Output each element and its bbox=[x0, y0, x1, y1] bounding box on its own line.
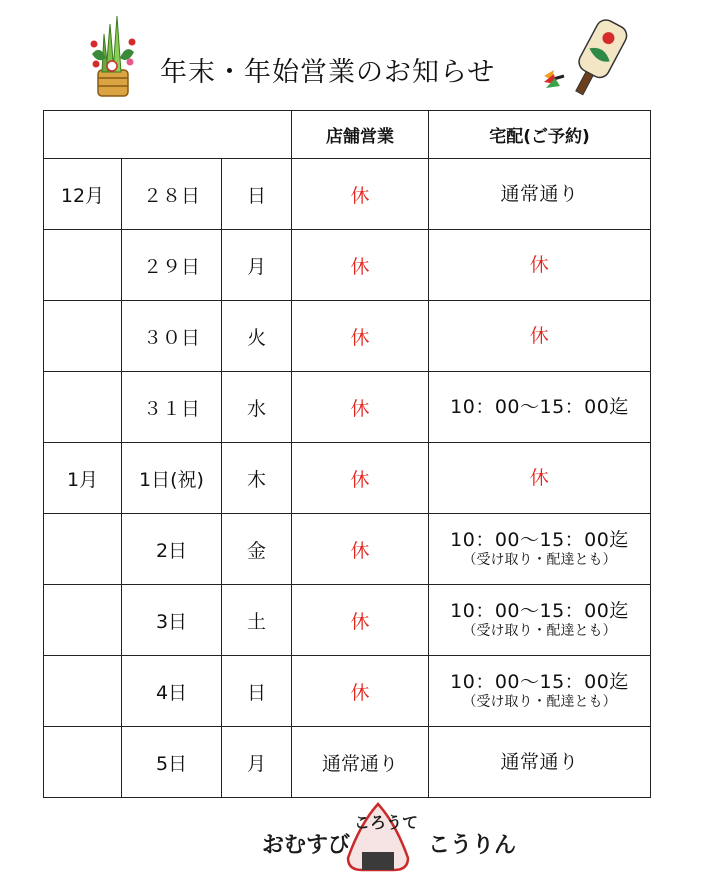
day-cell: 4日 bbox=[122, 656, 222, 727]
day-cell: 3日 bbox=[122, 585, 222, 656]
delivery-status-text: 10：00〜15：00迄 bbox=[450, 396, 629, 418]
store-status-cell: 休 bbox=[292, 230, 429, 301]
delivery-status-cell bbox=[429, 372, 651, 443]
month-cell bbox=[44, 372, 122, 443]
kadomatsu-icon bbox=[86, 14, 140, 100]
month-cell bbox=[44, 727, 122, 798]
logo-text-center: ころうて bbox=[354, 813, 419, 832]
month-cell bbox=[44, 656, 122, 727]
delivery-status-text: 10：00〜15：00迄 bbox=[450, 600, 629, 622]
store-status-cell: 休 bbox=[292, 656, 429, 727]
delivery-status-cell bbox=[429, 301, 651, 372]
delivery-status-cell bbox=[429, 159, 651, 230]
store-status-cell: 休 bbox=[292, 443, 429, 514]
weekday-cell: 土 bbox=[222, 585, 292, 656]
delivery-status-cell bbox=[429, 443, 651, 514]
shop-logo bbox=[262, 800, 517, 874]
header-date-cell bbox=[44, 111, 292, 159]
header-delivery: 宅配(ご予約) bbox=[429, 111, 651, 159]
store-status-cell: 通常通り bbox=[292, 727, 429, 798]
schedule-body bbox=[44, 159, 651, 798]
table-row bbox=[44, 727, 651, 798]
month-cell: 1月 bbox=[44, 443, 122, 514]
month-cell bbox=[44, 301, 122, 372]
month-cell: 12月 bbox=[44, 159, 122, 230]
weekday-cell: 水 bbox=[222, 372, 292, 443]
day-cell: 5日 bbox=[122, 727, 222, 798]
weekday-cell: 木 bbox=[222, 443, 292, 514]
schedule-table bbox=[43, 110, 651, 798]
delivery-status-text: 休 bbox=[529, 325, 550, 347]
delivery-status-text: 休 bbox=[529, 254, 550, 276]
store-status-cell: 休 bbox=[292, 585, 429, 656]
weekday-cell: 日 bbox=[222, 159, 292, 230]
store-status-cell: 休 bbox=[292, 372, 429, 443]
hagoita-icon bbox=[540, 14, 632, 104]
month-cell bbox=[44, 230, 122, 301]
day-cell: ３１日 bbox=[122, 372, 222, 443]
table-row bbox=[44, 656, 651, 727]
logo-text-left: おむすび bbox=[262, 832, 351, 858]
day-cell: ３０日 bbox=[122, 301, 222, 372]
delivery-status-cell bbox=[429, 230, 651, 301]
table-row bbox=[44, 159, 651, 230]
day-cell: 2日 bbox=[122, 514, 222, 585]
delivery-note: （受け取り・配達とも） bbox=[462, 623, 617, 639]
table-row bbox=[44, 585, 651, 656]
weekday-cell: 金 bbox=[222, 514, 292, 585]
page-header bbox=[0, 10, 706, 102]
delivery-note: （受け取り・配達とも） bbox=[462, 552, 617, 568]
delivery-status-text: 通常通り bbox=[500, 183, 579, 205]
weekday-cell: 日 bbox=[222, 656, 292, 727]
month-cell bbox=[44, 585, 122, 656]
table-row bbox=[44, 372, 651, 443]
store-status-cell: 休 bbox=[292, 301, 429, 372]
store-status-cell: 休 bbox=[292, 159, 429, 230]
day-cell: ２８日 bbox=[122, 159, 222, 230]
delivery-status-cell bbox=[429, 727, 651, 798]
delivery-status-text: 10：00〜15：00迄 bbox=[450, 529, 629, 551]
store-status-cell: 休 bbox=[292, 514, 429, 585]
weekday-cell: 火 bbox=[222, 301, 292, 372]
delivery-status-cell bbox=[429, 585, 651, 656]
table-row bbox=[44, 301, 651, 372]
delivery-status-text: 通常通り bbox=[500, 751, 579, 773]
table-row bbox=[44, 230, 651, 301]
delivery-status-cell bbox=[429, 656, 651, 727]
table-row bbox=[44, 443, 651, 514]
weekday-cell: 月 bbox=[222, 727, 292, 798]
table-row bbox=[44, 514, 651, 585]
month-cell bbox=[44, 514, 122, 585]
delivery-status-text: 10：00〜15：00迄 bbox=[450, 671, 629, 693]
table-header-row bbox=[44, 111, 651, 159]
weekday-cell: 月 bbox=[222, 230, 292, 301]
page-title: 年末・年始営業のお知らせ bbox=[160, 57, 496, 88]
header-store: 店舗営業 bbox=[292, 111, 429, 159]
delivery-status-cell bbox=[429, 514, 651, 585]
day-cell: 1日(祝) bbox=[122, 443, 222, 514]
delivery-status-text: 休 bbox=[529, 467, 550, 489]
logo-text-right: こうりん bbox=[428, 832, 517, 858]
delivery-note: （受け取り・配達とも） bbox=[462, 694, 617, 710]
rice-ball-icon bbox=[344, 800, 419, 874]
day-cell: ２９日 bbox=[122, 230, 222, 301]
